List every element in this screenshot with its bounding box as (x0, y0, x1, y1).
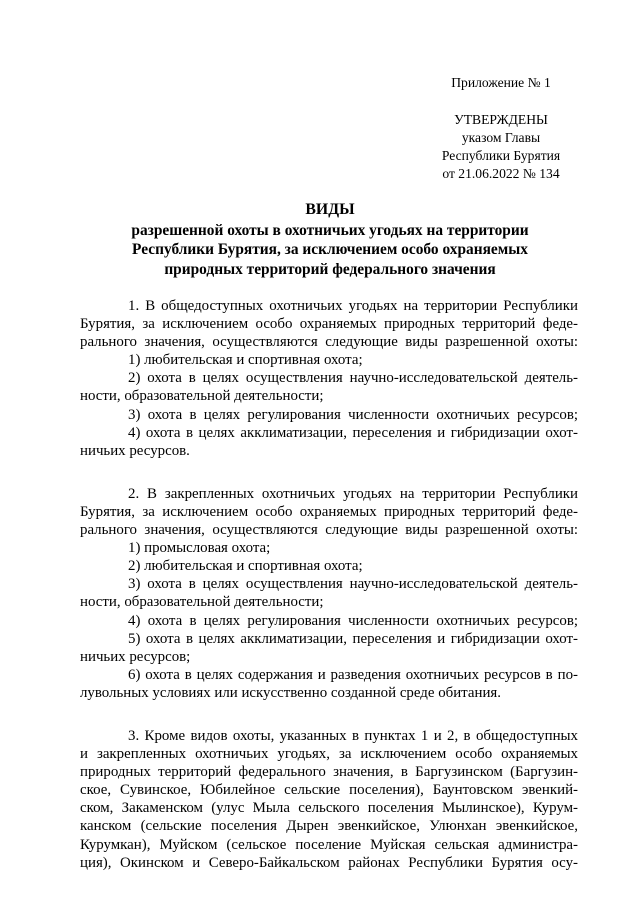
text-line: ция), Окинском и Северо-Байкальском районах Республики Бурятия осу- (80, 854, 578, 871)
approval-stamp (426, 74, 576, 183)
text-line: 2) охота в целях осуществления научно-исследовательской деятель- (128, 370, 578, 387)
text-line: природных территорий федерального значения, в Баргузинском (Баргузин- (80, 764, 578, 781)
text-line: 3. Кроме видов охоты, указанных в пунктах 1 и 2, в общедоступных (128, 727, 578, 744)
text-line: 6) охота в целях содержания и разведения охотничьих ресурсов в по- (128, 666, 578, 683)
text-line: Бурятия, за исключением особо охраняемых природных территорий феде- (80, 316, 578, 333)
section-1 (80, 297, 578, 460)
text-line: 1. В общедоступных охотничьих угодьях на территории Республики (128, 298, 578, 314)
text-line: 5) охота в целях акклиматизации, переселения и гибридизации охот- (128, 630, 578, 647)
title-line: природных территорий федерального значения (164, 260, 496, 278)
text-line: ности, образовательной деятельности; (80, 388, 324, 405)
republic-label: Республики Бурятия (441, 148, 561, 163)
text-line: ское, Сувинское, Юбилейное сельские поселения), Баунтовском эвенкий- (80, 782, 578, 799)
text-line: лувольных условиях или искусственно созданной среде обитания. (80, 684, 501, 701)
text-line: ничьих ресурсов. (80, 442, 190, 459)
text-line: ничьих ресурсов; (80, 648, 191, 665)
title-main: ВИДЫ (305, 201, 355, 218)
text-line: 2) любительская и спортивная охота; (128, 558, 363, 575)
title-line: Республики Бурятия, за исключением особо охраняемых (132, 241, 528, 258)
approved-label: УТВЕРЖДЕНЫ (454, 112, 548, 127)
decree-date-number: от 21.06.2022 № 134 (442, 166, 560, 181)
text-line: 1) промысловая охота; (128, 540, 271, 557)
text-line: 2. В закрепленных охотничьих угодьях на территории Республики (128, 485, 578, 502)
text-line: 4) охота в целях акклиматизации, переселения и гибридизации охот- (128, 424, 578, 441)
text-line: и закрепленных охотничьих угодьях, за исключением особо охраняемых (80, 746, 578, 763)
text-line: ском, Закаменском (улус Мыла сельского поселения Мылинское), Курум- (80, 800, 578, 817)
text-line: рального значения, осуществляются следующие виды разрешенной охоты: (80, 522, 578, 539)
section-3 (80, 727, 578, 872)
document-title (90, 200, 570, 279)
text-line: 1) любительская и спортивная охота; (128, 352, 363, 369)
document-body (80, 297, 578, 872)
text-line: Курумкан), Муйском (сельское поселение Муйская сельская администра- (80, 836, 578, 853)
text-line: 3) охота в целях регулирования численности охотничьих ресурсов; (128, 406, 578, 423)
text-line: канском (сельские поселения Дырен эвенкийское, Улюнхан эвенкийское, (80, 818, 578, 835)
section-2 (80, 485, 578, 702)
text-line: 4) охота в целях регулирования численности охотничьих ресурсов; (128, 612, 578, 629)
text-line: ности, образовательной деятельности; (80, 594, 324, 611)
text-line: рального значения, осуществляются следующие виды разрешенной охоты: (80, 334, 578, 351)
appendix-label: Приложение № 1 (451, 75, 551, 90)
title-line: разрешенной охоты в охотничьих угодьях на территории (131, 221, 529, 239)
text-line: Бурятия, за исключением особо охраняемых природных территорий феде- (80, 503, 578, 520)
text-line: 3) охота в целях осуществления научно-исследовательской деятель- (128, 576, 578, 593)
decree-label: указом Главы (461, 130, 541, 145)
